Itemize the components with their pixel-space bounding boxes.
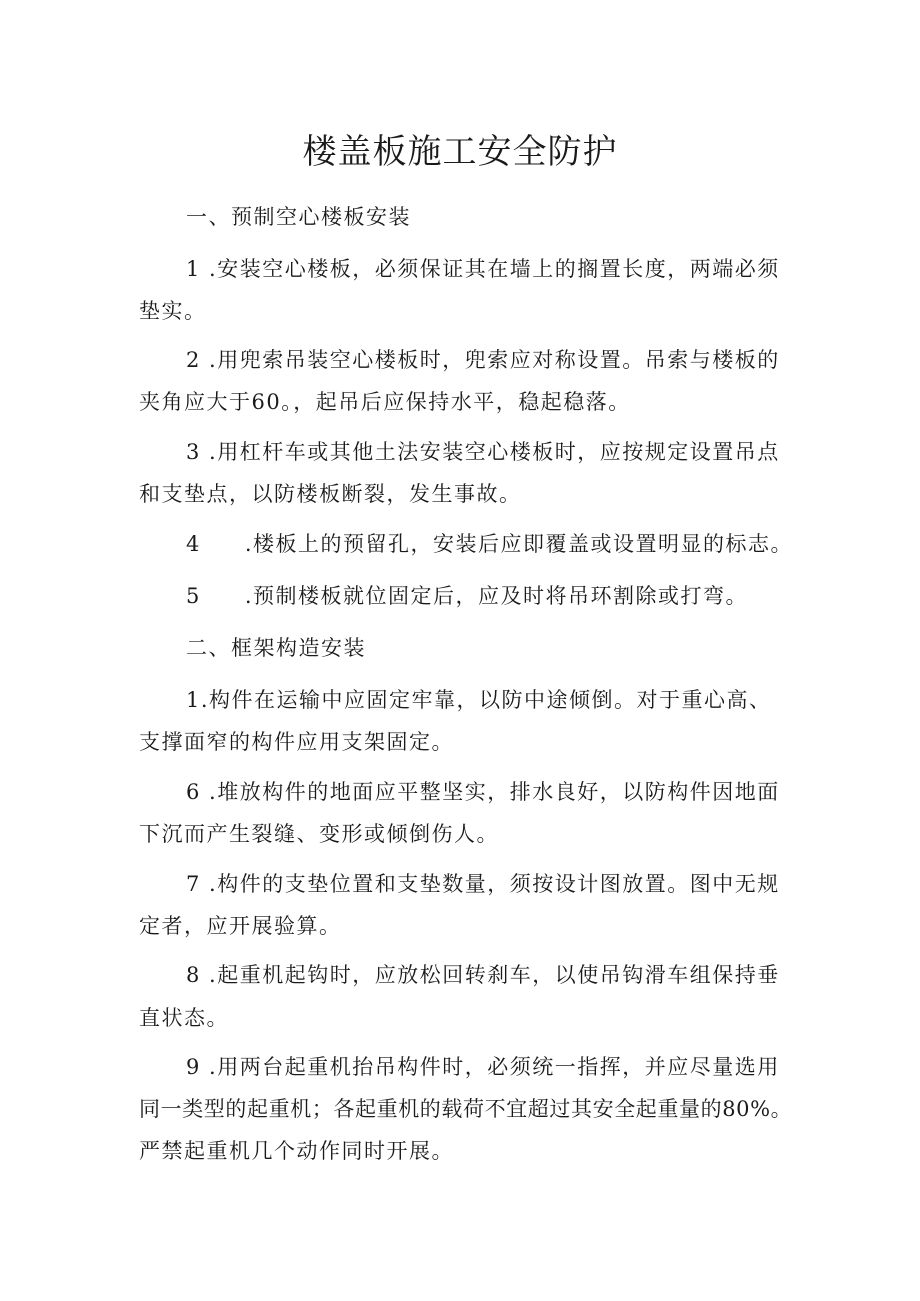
paragraph-line: 8 .起重机起钩时，应放松回转刹车，以使吊钩滑车组保持垂 <box>186 963 780 987</box>
item-number: 5 <box>186 584 201 608</box>
paragraph-line: 严禁起重机几个动作同时开展。 <box>139 1139 454 1163</box>
section-heading: 一、预制空心楼板安装 <box>186 205 411 229</box>
paragraph-line: 2 .用兜索吊装空心楼板时，兜索应对称设置。吊索与楼板的 <box>186 348 780 372</box>
paragraph-line: 1 .安装空心楼板，必须保证其在墙上的搁置长度，两端必须 <box>186 257 780 281</box>
paragraph-line: 3 .用杠杆车或其他土法安装空心楼板时，应按规定设置吊点 <box>186 440 780 464</box>
paragraph-line: 6 .堆放构件的地面应平整坚实，排水良好，以防构件因地面 <box>186 780 780 804</box>
document-title: 楼盖板施工安全防护 <box>302 132 618 172</box>
paragraph-line: 7 .构件的支垫位置和支垫数量，须按设计图放置。图中无规 <box>186 872 780 896</box>
paragraph-line: 夹角应大于60。，起吊后应保持水平，稳起稳落。 <box>139 390 631 414</box>
paragraph-line <box>186 581 748 611</box>
paragraph-line: 和支垫点，以防楼板断裂，发生事故。 <box>139 482 522 506</box>
paragraph-line <box>186 529 793 559</box>
paragraph-line: 下沉而产生裂缝、变形或倾倒伤人。 <box>139 822 499 846</box>
paragraph-line: 1.构件在运输中应固定牢靠，以防中途倾倒。对于重心高、 <box>186 688 772 712</box>
paragraph-line: 支撑面窄的构件应用支架固定。 <box>139 730 454 754</box>
item-text: .楼板上的预留孔，安装后应即覆盖或设置明显的标志。 <box>244 532 794 556</box>
item-text: .预制楼板就位固定后，应及时将吊环割除或打弯。 <box>244 584 749 608</box>
paragraph-line: 垫实。 <box>139 299 207 323</box>
paragraph-line: 定者，应开展验算。 <box>139 914 342 938</box>
paragraph-line: 直状态。 <box>139 1006 229 1030</box>
paragraph-line: 9 .用两台起重机抬吊构件时，必须统一指挥，并应尽量选用 <box>186 1055 780 1079</box>
item-number: 4 <box>186 532 201 556</box>
section-heading: 二、框架构造安装 <box>186 636 366 660</box>
paragraph-line: 同一类型的起重机；各起重机的载荷不宜超过其安全起重量的80%。 <box>139 1097 793 1121</box>
